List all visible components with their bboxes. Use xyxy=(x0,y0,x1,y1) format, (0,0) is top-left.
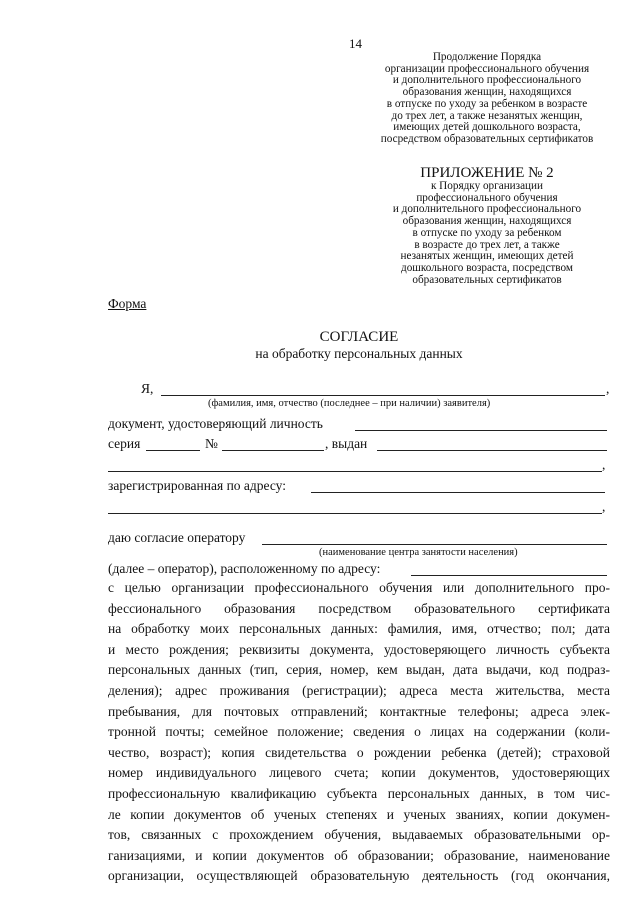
applicant-name-field[interactable] xyxy=(161,395,605,396)
paragraph-line: фессионального образования посредством образовательного сертификата xyxy=(108,600,610,616)
appendix-line: профессионального обучения xyxy=(416,191,558,204)
operator-address-field[interactable] xyxy=(411,575,607,576)
paragraph-line: ле копии документов об ученых степенях и ученых званиях, копии докумен- xyxy=(108,806,610,822)
operator-caption: (наименование центра занятости населения) xyxy=(319,547,518,558)
form-label: Форма xyxy=(108,296,147,311)
paragraph-line: номер индивидуального лицевого счета; копии документов, удостоверяющих xyxy=(108,765,610,781)
operator-field[interactable] xyxy=(262,544,607,545)
number-label: № xyxy=(205,436,218,451)
paragraph-line: ганизациями, и копии документов об образовании; образование, наименование xyxy=(108,847,610,863)
appendix-title: ПРИЛОЖЕНИЕ № 2 xyxy=(420,165,554,181)
continuation-line: образования женщин, находящихся xyxy=(402,86,572,99)
page-number: 14 xyxy=(349,36,362,51)
issued-field[interactable] xyxy=(377,450,607,451)
paragraph-line: тов, связанных с прохождением обучения, выдаваемых образовательными ор- xyxy=(108,827,610,843)
id-document-label: документ, удостоверяющий личность xyxy=(108,416,323,431)
comma-mark: , xyxy=(606,381,610,396)
consent-paragraph xyxy=(108,578,610,887)
appendix-line: и дополнительного профессионального xyxy=(392,203,582,216)
address-label: зарегистрированная по адресу: xyxy=(108,478,286,493)
document-title: СОГЛАСИЕ xyxy=(319,329,399,345)
address-field[interactable] xyxy=(311,492,605,493)
paragraph-line: деления); адрес проживания (регистрации); адреса места жительства, места xyxy=(108,682,610,698)
operator-address-label: (далее – оператор), расположенному по адресу: xyxy=(108,561,381,576)
paragraph-line: персональных данных (тип, серия, номер, кем выдан, дата выдачи, код подраз- xyxy=(108,662,610,678)
appendix-line: образовательных сертификатов xyxy=(412,273,562,286)
continuation-line: организации профессионального обучения xyxy=(384,62,590,75)
continuation-header xyxy=(362,52,612,146)
continuation-line: в отпуске по уходу за ребенком в возрасте xyxy=(386,97,588,110)
paragraph-line: пребывания, для почтовых отправлений; контактные телефоны; адреса элек- xyxy=(108,703,610,719)
number-field[interactable] xyxy=(222,450,324,451)
appendix-line: дошкольного возраста, посредством xyxy=(401,261,573,274)
paragraph-line: профессиональную квалификацию субъекта персональных данных, в том чис- xyxy=(108,785,610,801)
series-label: серия xyxy=(108,436,141,451)
appendix-line: в возрасте до трех лет, а также xyxy=(414,238,560,251)
appendix-body xyxy=(362,181,612,286)
appendix-line: к Порядку организации xyxy=(430,180,544,192)
paragraph-line: организации, осуществляющей образовательную деятельность (год окончания, xyxy=(108,868,610,884)
paragraph-line: на обработку моих персональных данных: фамилия, имя, отчество; пол; дата xyxy=(108,621,610,637)
continuation-line: до трех лет, а также незанятых женщин, xyxy=(391,109,583,122)
paragraph-line: чество, возраст); копия свидетельства о рождении ребенка (детей); страховой xyxy=(108,744,610,760)
address-continuation-field[interactable] xyxy=(108,513,602,514)
continuation-line: Продолжение Порядка xyxy=(432,51,542,63)
continuation-line: и дополнительного профессионального xyxy=(392,74,582,87)
document-subtitle: на обработку персональных данных xyxy=(255,346,463,361)
paragraph-line: тронной почты; семейное положение; сведения о лицах на содержании (коли- xyxy=(108,724,610,740)
continuation-line: имеющих детей дошкольного возраста, xyxy=(393,121,581,134)
i-label: Я, xyxy=(141,381,154,396)
operator-label: даю согласие оператору xyxy=(108,530,246,545)
appendix-line: образования женщин, находящихся xyxy=(402,215,572,228)
appendix-line: в отпуске по уходу за ребенком xyxy=(412,226,562,239)
appendix-line: незанятых женщин, имеющих детей xyxy=(400,250,574,263)
paragraph-line: и место рождения; реквизиты документа, удостоверяющего личность субъекта xyxy=(108,641,610,657)
issued-label: , выдан xyxy=(325,436,368,451)
comma-mark: , xyxy=(602,457,606,472)
continuation-line: посредством образовательных сертификатов xyxy=(380,132,594,145)
comma-mark: , xyxy=(602,499,606,514)
series-field[interactable] xyxy=(146,450,200,451)
name-caption: (фамилия, имя, отчество (последнее – при наличии) заявителя) xyxy=(208,398,491,409)
paragraph-line: с целью организации профессионального обучения или дополнительного про- xyxy=(108,580,610,595)
issued-continuation-field[interactable] xyxy=(108,471,602,472)
id-document-field[interactable] xyxy=(355,430,607,431)
